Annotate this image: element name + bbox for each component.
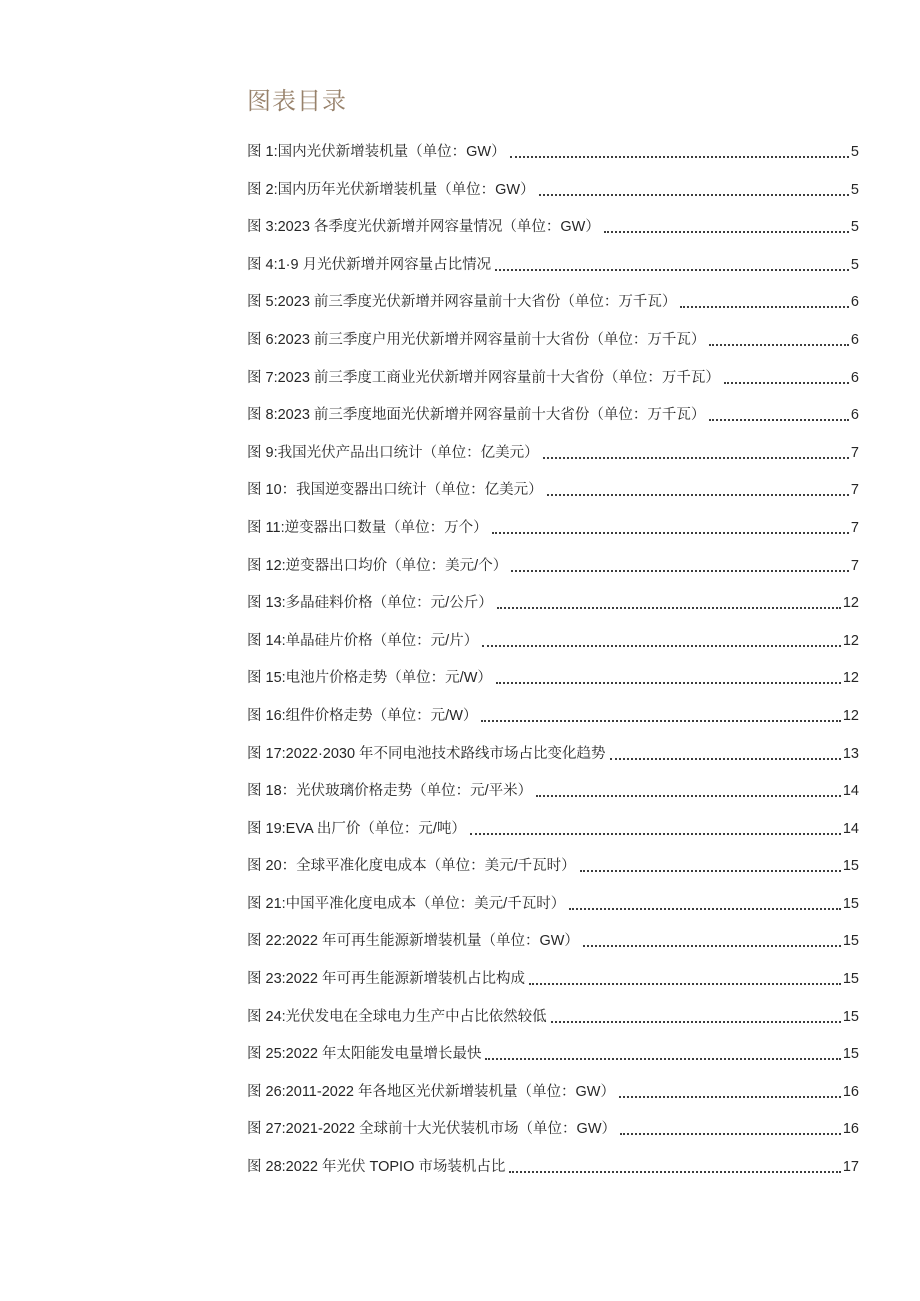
dot-leader (511, 570, 849, 572)
toc-entry-label: 图 17:2022·2030 年不同电池技术路线市场占比变化趋势 (247, 745, 606, 762)
toc-entry-label: 图 25:2022 年太阳能发电量增长最快 (247, 1046, 482, 1063)
toc-entry[interactable] (247, 1042, 859, 1066)
toc-entry-label: 图 13:多晶硅料价格（单位：元/公斤） (247, 595, 493, 612)
toc-entry-label: 图 1:国内光伏新增装机量（单位：GW） (247, 144, 506, 160)
toc-entry[interactable] (247, 478, 859, 502)
toc-entry[interactable] (247, 1005, 859, 1029)
toc-entry[interactable] (247, 854, 859, 878)
toc-entry[interactable] (247, 742, 859, 766)
toc-entry[interactable] (247, 967, 859, 991)
toc-entry-page: 12 (842, 632, 859, 649)
toc-entry-page: 16 (842, 1083, 859, 1100)
toc-entry[interactable] (247, 591, 859, 615)
toc-entry-label: 图 27:2021-2022 全球前十大光伏装机市场（单位：GW） (247, 1121, 617, 1138)
toc-entry-page: 12 (842, 670, 859, 687)
toc-entry[interactable] (247, 140, 859, 164)
dot-leader (610, 758, 841, 760)
dot-leader (482, 645, 841, 647)
toc-entry[interactable] (247, 1117, 859, 1141)
dot-leader (492, 532, 849, 534)
dot-leader (583, 945, 841, 947)
toc-entry[interactable] (247, 1155, 859, 1179)
dot-leader (709, 419, 849, 421)
toc-entry-label: 图 8:2023 前三季度地面光伏新增并网容量前十大省份（单位：万千瓦） (247, 407, 706, 424)
toc-entry[interactable] (247, 403, 859, 427)
toc-entry[interactable] (247, 892, 859, 916)
dot-leader (536, 795, 841, 797)
toc-entry-page: 12 (842, 707, 859, 724)
dot-leader (509, 1171, 840, 1173)
toc-entry-page: 5 (850, 181, 859, 198)
toc-entry[interactable] (247, 666, 859, 690)
toc-entry-page: 6 (850, 294, 859, 311)
toc-entry-page: 15 (842, 971, 859, 988)
toc-section (247, 88, 859, 1193)
toc-entry-page: 15 (842, 1008, 859, 1025)
toc-entry-page: 13 (842, 745, 859, 762)
dot-leader (620, 1133, 841, 1135)
toc-entry-page: 7 (850, 482, 859, 499)
toc-entry[interactable] (247, 929, 859, 953)
toc-entry[interactable] (247, 1080, 859, 1104)
toc-entry-label: 图 23:2022 年可再生能源新增装机占比构成 (247, 971, 525, 988)
toc-entry[interactable] (247, 290, 859, 314)
toc-entry-label: 图 26:2011-2022 年各地区光伏新增装机量（单位：GW） (247, 1083, 615, 1100)
toc-entry[interactable] (247, 328, 859, 352)
toc-entry-label: 图 21:中国平准化度电成本（单位：美元/千瓦时） (247, 895, 566, 912)
dot-leader (569, 908, 841, 910)
dot-leader (510, 156, 849, 158)
dot-leader (529, 983, 841, 985)
toc-entry-page: 15 (842, 895, 859, 912)
toc-entry-page: 6 (850, 369, 859, 386)
toc-entry-page: 7 (850, 557, 859, 574)
toc-entry-label: 图 16:组件价格走势（单位：元/W） (247, 707, 478, 724)
dot-leader (547, 494, 849, 496)
dot-leader (496, 682, 841, 684)
toc-entry-page: 6 (850, 331, 859, 348)
toc-entry-label: 图 22:2022 年可再生能源新增装机量（单位：GW） (247, 933, 579, 950)
dot-leader (580, 870, 841, 872)
toc-entry-label: 图 11:逆变器出口数量（单位：万个） (247, 519, 488, 536)
toc-entry-label: 图 19:EVA 出厂价（单位：元/吨） (247, 820, 466, 837)
toc-entry[interactable] (247, 366, 859, 390)
toc-entry[interactable] (247, 554, 859, 578)
toc-entry-label: 图 3:2023 各季度光伏新增并网容量情况（单位：GW） (247, 219, 600, 236)
dot-leader (551, 1021, 841, 1023)
dot-leader (481, 720, 840, 722)
toc-entry-page: 14 (842, 783, 859, 800)
figure-list (247, 140, 859, 1179)
toc-entry-page: 15 (842, 858, 859, 875)
dot-leader (470, 833, 841, 835)
toc-entry[interactable] (247, 441, 859, 465)
toc-entry[interactable] (247, 704, 859, 728)
dot-leader (680, 306, 849, 308)
toc-entry[interactable] (247, 178, 859, 202)
dot-leader (724, 382, 849, 384)
toc-entry-page: 5 (850, 144, 859, 160)
toc-entry-page: 12 (842, 595, 859, 612)
toc-entry[interactable] (247, 817, 859, 841)
toc-entry-label: 图 6:2023 前三季度户用光伏新增并网容量前十大省份（单位：万千瓦） (247, 331, 706, 348)
toc-entry[interactable] (247, 629, 859, 653)
toc-entry-page: 5 (850, 219, 859, 236)
dot-leader (495, 269, 849, 271)
dot-leader (709, 344, 849, 346)
toc-entry-page: 6 (850, 407, 859, 424)
dot-leader (604, 231, 849, 233)
toc-entry-label: 图 2:国内历年光伏新增装机量（单位：GW） (247, 181, 535, 198)
toc-entry-page: 7 (850, 444, 859, 461)
toc-entry-label: 图 12:逆变器出口均价（单位：美元/个） (247, 557, 508, 574)
toc-entry-label: 图 18：光伏玻璃价格走势（单位：元/平米） (247, 783, 533, 800)
toc-entry[interactable] (247, 253, 859, 277)
toc-entry-page: 17 (842, 1159, 859, 1176)
toc-entry-page: 16 (842, 1121, 859, 1138)
toc-entry[interactable] (247, 215, 859, 239)
toc-entry-label: 图 20：全球平准化度电成本（单位：美元/千瓦时） (247, 858, 576, 875)
toc-entry-page: 7 (850, 519, 859, 536)
toc-entry-label: 图 10：我国逆变器出口统计（单位：亿美元） (247, 482, 543, 499)
dot-leader (543, 457, 849, 459)
dot-leader (539, 194, 849, 196)
toc-entry-page: 14 (842, 820, 859, 837)
toc-entry[interactable] (247, 779, 859, 803)
toc-entry-label: 图 4:1·9 月光伏新增并网容量占比情况 (247, 256, 492, 273)
toc-entry[interactable] (247, 516, 859, 540)
toc-entry-label: 图 7:2023 前三季度工商业光伏新增并网容量前十大省份（单位：万千瓦） (247, 369, 720, 386)
toc-entry-page: 15 (842, 933, 859, 950)
toc-entry-label: 图 24:光伏发电在全球电力生产中占比依然较低 (247, 1008, 547, 1025)
toc-title: 图表目录 (247, 88, 347, 115)
toc-entry-label: 图 15:电池片价格走势（单位：元/W） (247, 670, 492, 687)
dot-leader (619, 1096, 841, 1098)
toc-entry-label: 图 14:单晶硅片价格（单位：元/片） (247, 632, 479, 649)
toc-entry-label: 图 28:2022 年光伏 TOPIO 市场装机占比 (247, 1159, 506, 1176)
toc-entry-label: 图 9:我国光伏产品出口统计（单位：亿美元） (247, 444, 539, 461)
toc-entry-page: 15 (842, 1046, 859, 1063)
dot-leader (497, 607, 841, 609)
toc-entry-page: 5 (850, 256, 859, 273)
toc-entry-label: 图 5:2023 前三季度光伏新增并网容量前十大省份（单位：万千瓦） (247, 294, 677, 311)
dot-leader (485, 1058, 840, 1060)
